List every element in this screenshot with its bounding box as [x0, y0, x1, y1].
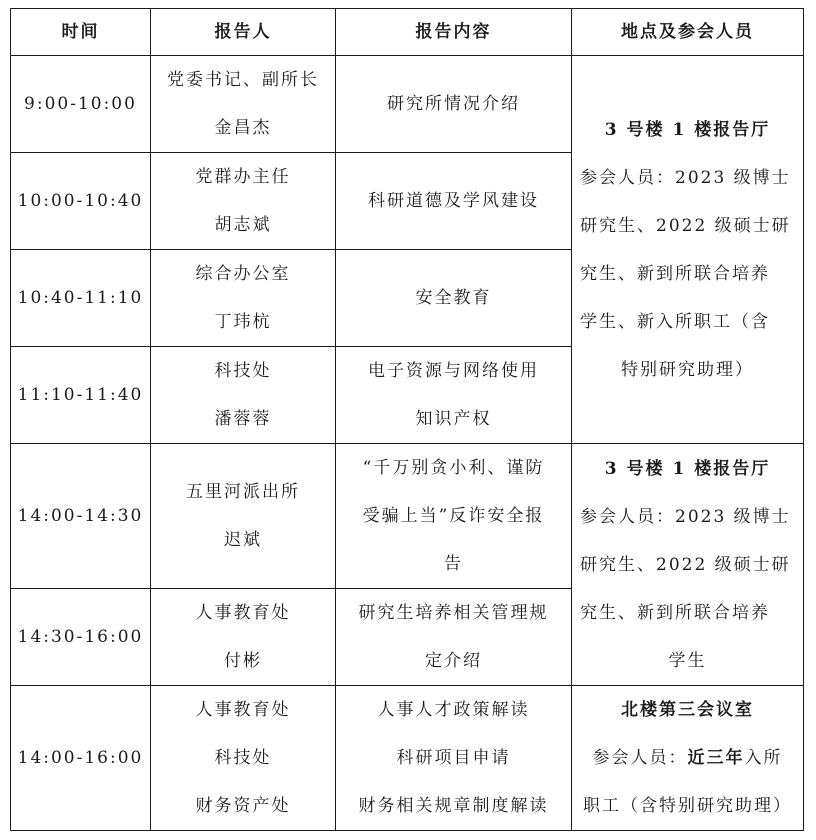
speaker-cell [151, 56, 336, 153]
speaker-line: 财务资产处 [195, 796, 291, 816]
content-line: 受骗上当”反诈安全报 [362, 506, 545, 526]
location-line: 参会人员：2023 级博士 [580, 506, 791, 527]
speaker-line: 科技处 [214, 748, 272, 768]
speaker-line: 人事教育处 [195, 603, 291, 623]
speaker-line: 党群办主任 [195, 167, 291, 187]
time-cell: 11:10-11:40 [11, 347, 151, 444]
time-cell: 14:00-14:30 [11, 444, 151, 589]
location-title: 北楼第三会议室 [621, 700, 754, 720]
location-title: 3 号楼 1 楼报告厅 [604, 119, 771, 140]
time-cell: 9:00-10:00 [11, 56, 151, 153]
content-line: 安全教育 [415, 288, 492, 308]
content-line: 电子资源与网络使用 [368, 361, 539, 381]
speaker-line: 党委书记、副所长 [167, 70, 319, 90]
speaker-cell [151, 347, 336, 444]
schedule-table [10, 8, 804, 831]
content-cell [336, 250, 572, 347]
location-line [576, 734, 799, 782]
location-line: 究生、新到所联合培养 [580, 602, 770, 623]
speaker-cell [151, 444, 336, 589]
time-cell: 10:00-10:40 [11, 153, 151, 250]
time-cell: 10:40-11:10 [11, 250, 151, 347]
speaker-line: 潘蓉蓉 [214, 409, 272, 429]
content-cell [336, 444, 572, 589]
location-line: 学生 [668, 650, 707, 671]
content-line: 告 [444, 554, 463, 574]
location-line: 学生、新入所职工（含 [580, 311, 770, 332]
location-suffix: 入所 [744, 748, 783, 768]
content-line: 研究所情况介绍 [387, 94, 520, 114]
location-line: 职工（含特别研究助理） [583, 796, 792, 816]
speaker-line: 综合办公室 [195, 264, 291, 284]
content-cell [336, 56, 572, 153]
table-row [11, 56, 804, 153]
speaker-line: 金昌杰 [214, 118, 272, 138]
content-line: 科研道德及学风建设 [368, 191, 539, 211]
location-line: 究生、新到所联合培养 [580, 263, 770, 284]
speaker-cell [151, 686, 336, 831]
speaker-cell [151, 589, 336, 686]
header-speaker: 报告人 [151, 9, 336, 56]
location-emphasis: 近三年 [687, 748, 745, 768]
time-cell: 14:30-16:00 [11, 589, 151, 686]
speaker-line: 人事教育处 [195, 700, 291, 720]
speaker-line: 丁玮杭 [214, 312, 272, 332]
content-line: “千万别贪小利、谨防 [362, 458, 545, 478]
table-row [11, 686, 804, 831]
content-cell [336, 686, 572, 831]
time-cell: 14:00-16:00 [11, 686, 151, 831]
location-line: 研究生、2022 级硕士研 [580, 554, 791, 575]
speaker-line: 胡志斌 [214, 215, 272, 235]
header-time: 时间 [11, 9, 151, 56]
content-line: 财务相关规章制度解读 [358, 796, 549, 816]
speaker-cell [151, 153, 336, 250]
location-line: 特别研究助理） [621, 359, 754, 380]
content-cell [336, 347, 572, 444]
location-prefix: 参会人员： [592, 748, 688, 768]
location-title: 3 号楼 1 楼报告厅 [604, 458, 771, 479]
speaker-line: 付彬 [224, 651, 262, 671]
content-line: 人事人才政策解读 [377, 700, 530, 720]
content-line: 知识产权 [415, 409, 492, 429]
speaker-line: 五里河派出所 [186, 482, 300, 502]
content-cell [336, 589, 572, 686]
content-line: 定介绍 [425, 651, 482, 671]
content-line: 科研项目申请 [396, 748, 511, 768]
location-cell [572, 686, 804, 831]
content-cell [336, 153, 572, 250]
location-line: 参会人员：2023 级博士 [580, 167, 791, 188]
speaker-cell [151, 250, 336, 347]
location-cell [572, 444, 804, 686]
location-cell [572, 56, 804, 444]
header-location: 地点及参会人员 [572, 9, 804, 56]
content-line: 研究生培养相关管理规 [358, 603, 549, 623]
speaker-line: 科技处 [214, 361, 272, 381]
location-line: 研究生、2022 级硕士研 [580, 215, 791, 236]
speaker-line: 迟斌 [224, 530, 262, 550]
table-row [11, 444, 804, 589]
header-row [11, 9, 804, 56]
header-content: 报告内容 [336, 9, 572, 56]
